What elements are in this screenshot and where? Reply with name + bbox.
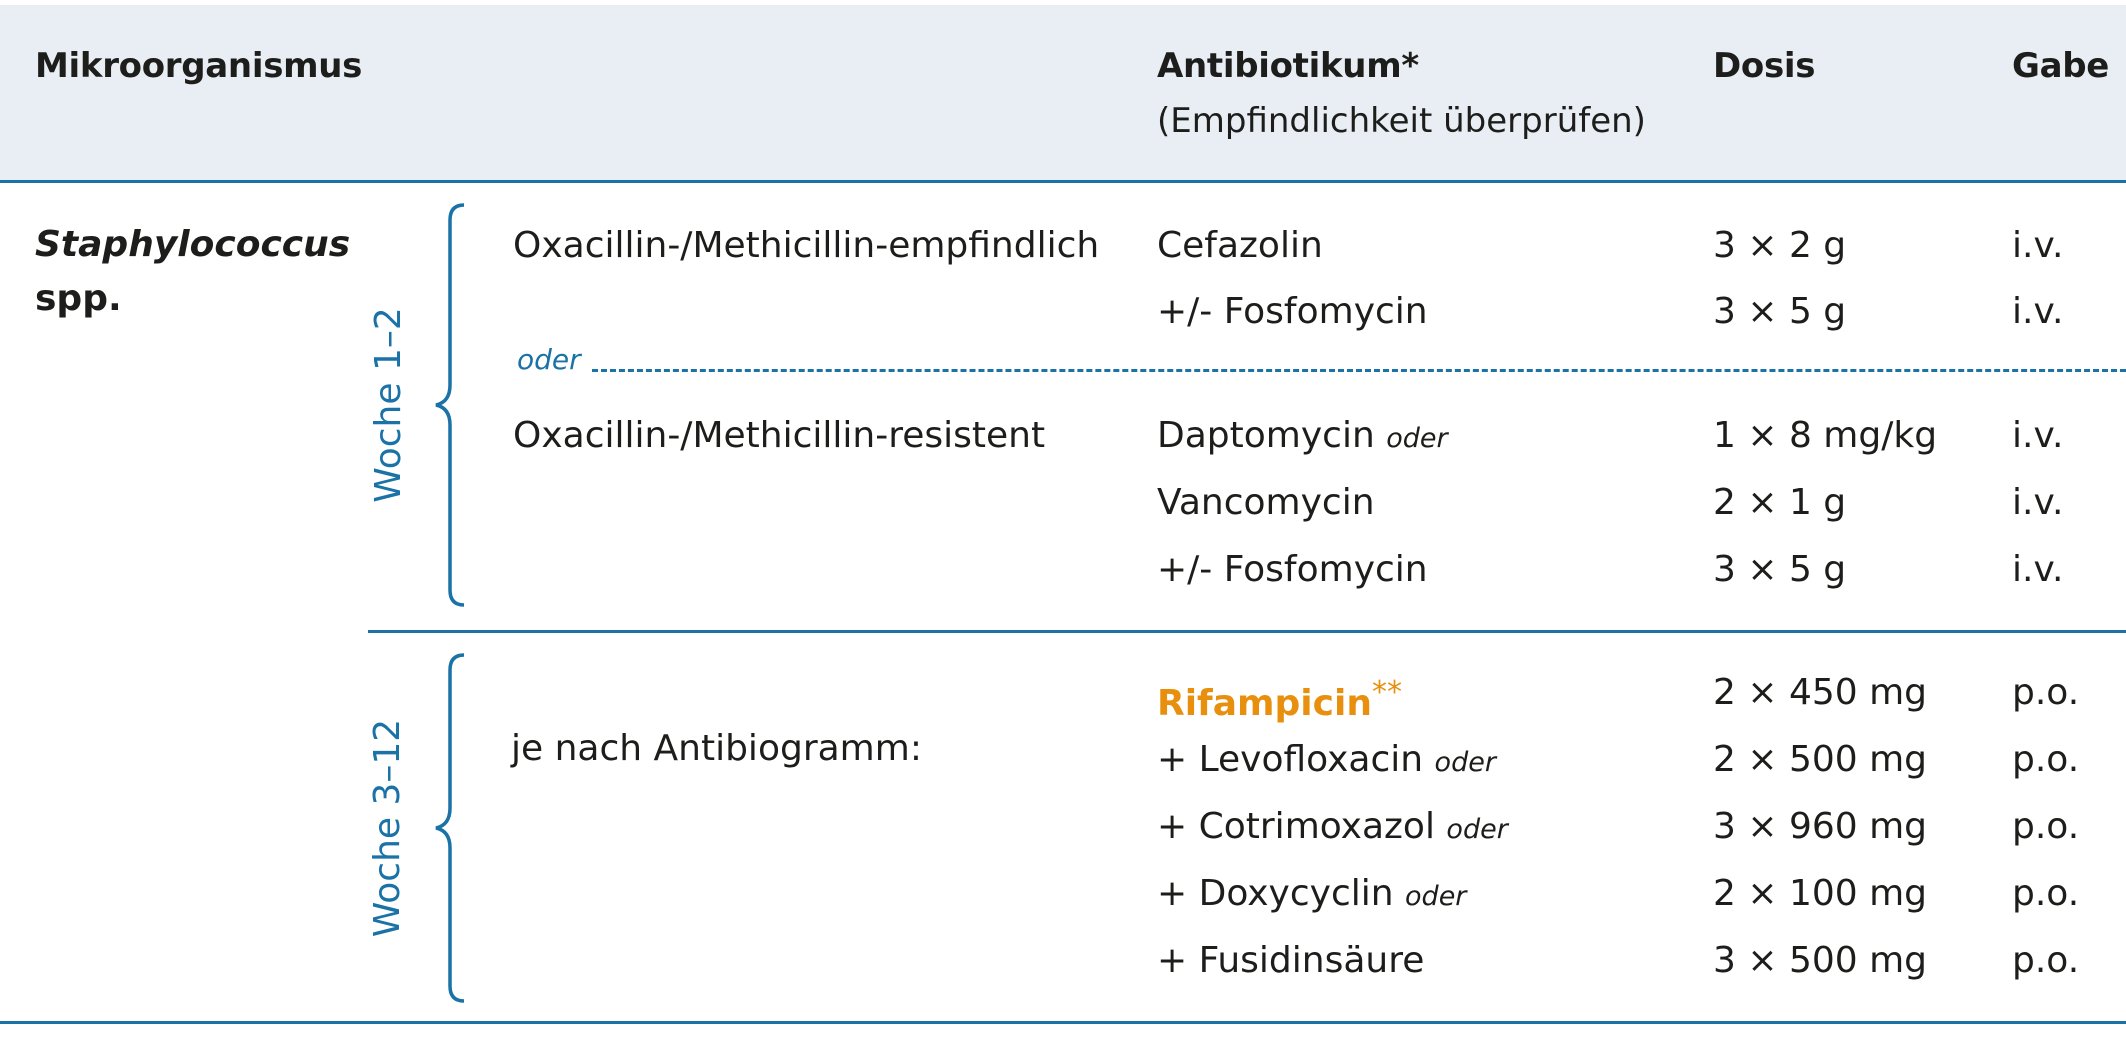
drug-levofloxacin: + Levofloxacin oder [1157,739,1496,780]
dose-fusidinsaeure: 3 × 500 mg [1713,940,1928,981]
oder-separator-label: oder [517,343,581,376]
header-antibiotic: Antibiotikum* [1157,46,1419,86]
oder-inline: oder [1386,423,1448,454]
drug-fusidinsaeure: + Fusidinsäure [1157,940,1425,981]
week-label-phase2: Woche 3–12 [367,718,409,938]
route-vancomycin: i.v. [2012,482,2064,523]
organism-name: Staphylococcus [35,224,351,265]
header-route: Gabe [2012,46,2110,86]
drug-doxycyclin: + Doxycyclin oder [1157,873,1467,914]
dose-fosfomycin-b: 3 × 5 g [1713,549,1847,590]
phase-divider [368,630,2126,633]
condition-sensitive: Oxacillin-/Methicillin-empfindlich [513,225,1100,266]
oder-inline: oder [1405,881,1467,912]
route-levofloxacin: p.o. [2012,739,2080,780]
drug-cefazolin: Cefazolin [1157,225,1323,266]
week-label-phase1: Woche 1–2 [368,307,409,503]
header-antibiotic-subtitle: (Empfindlichkeit überprüfen) [1157,101,1646,141]
dose-vancomycin: 2 × 1 g [1713,482,1847,523]
route-rifampicin: p.o. [2012,672,2080,713]
brace-week-3-12 [430,652,470,1004]
table-bottom-rule [0,1021,2126,1024]
dose-daptomycin: 1 × 8 mg/kg [1713,415,1938,456]
drug-rifampicin: Rifampicin** [1157,675,1402,724]
dose-cotrimoxazol: 3 × 960 mg [1713,806,1928,847]
dose-doxycyclin: 2 × 100 mg [1713,873,1928,914]
route-cefazolin: i.v. [2012,225,2064,266]
header-dose: Dosis [1713,46,1816,86]
header-organism: Mikroorganismus [35,46,363,86]
route-cotrimoxazol: p.o. [2012,806,2080,847]
dose-fosfomycin-a: 3 × 5 g [1713,291,1847,332]
route-fosfomycin-a: i.v. [2012,291,2064,332]
rifampicin-footnote-marker: ** [1371,675,1402,710]
drug-vancomycin: Vancomycin [1157,482,1375,523]
drug-fosfomycin-a: +/- Fosfomycin [1157,291,1428,332]
table-header [0,5,2126,181]
dose-cefazolin: 3 × 2 g [1713,225,1847,266]
condition-resistant: Oxacillin-/Methicillin-resistent [513,415,1046,456]
route-fosfomycin-b: i.v. [2012,549,2064,590]
dose-rifampicin: 2 × 450 mg [1713,672,1928,713]
route-daptomycin: i.v. [2012,415,2064,456]
drug-daptomycin: Daptomycin oder [1157,415,1448,456]
brace-week-1-2 [430,202,470,608]
oder-inline: oder [1446,814,1508,845]
condition-antibiogram: je nach Antibiogramm: [511,728,922,769]
oder-inline: oder [1434,747,1496,778]
dose-levofloxacin: 2 × 500 mg [1713,739,1928,780]
header-divider [0,180,2126,183]
oder-dashed-divider [592,369,2126,372]
drug-cotrimoxazol: + Cotrimoxazol oder [1157,806,1508,847]
route-fusidinsaeure: p.o. [2012,940,2080,981]
drug-fosfomycin-b: +/- Fosfomycin [1157,549,1428,590]
organism-suffix: spp. [35,278,122,319]
route-doxycyclin: p.o. [2012,873,2080,914]
